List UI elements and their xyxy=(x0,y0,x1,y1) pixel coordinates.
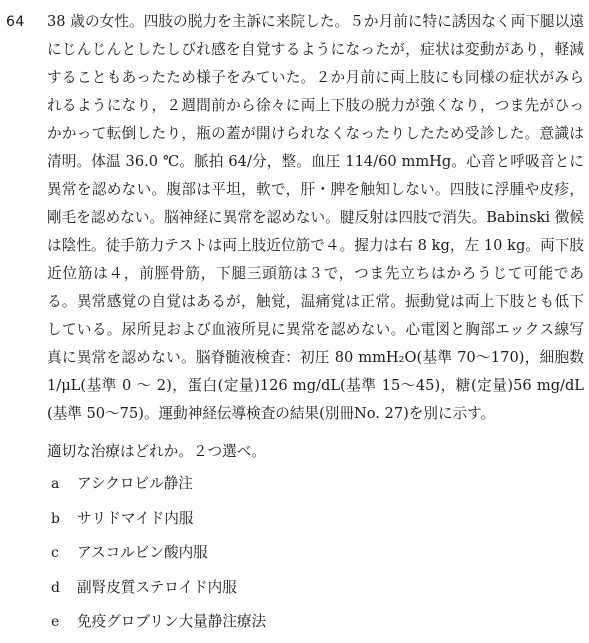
choice-label: c xyxy=(51,545,59,561)
choice-label: b xyxy=(51,510,60,527)
choice-text: 副腎皮質ステロイド内服 xyxy=(77,578,237,596)
choice-text: 免疫グロブリン大量静注療法 xyxy=(77,613,267,630)
question-stem: 38 歳の女性。四肢の脱力を主訴に来院した。５か月前に特に誘因なく両下腿以遠にじんじんとしたしびれ感を自覚するようになったが，症状は変動があり，軽減することもあったため様子をみていた。２か月前に両上肢にも同様の症状がみられるようになり，２週間前から徐々に両上下肢の脱力が強くなり，つま先がひっかかって転倒したり，瓶の蓋が開けられなくなったりしたため受診した。意識は清明。体温 36.0 ℃。脈拍 64/分，整。血圧 114/60 mmHg。心音と呼吸音とに異常を認めない。腹部は平坦，軟で，肝・脾を触知しない。四肢に浮腫や皮疹，剛毛を認めない。脳神経に異常を認めない。腱反射は四肢で消失。Babinski 徴候は陰性。徒手筋力テストは両上肢近位筋で４。握力は右 8 kg，左 10 kg。両下肢近位筋は４，前脛骨筋，下腿三頭筋は３で，つま先立ちはかろうじて可能である。異常感覚の自覚はあるが，触覚，温痛覚は正常。振動覚は両上下肢とも低下している。尿所見および血液所見に異常を認めない。心電図と胸部エックス線写真に異常を認めない。脳脊髄液検査：初圧 80 mmH₂O(基準 70〜170)，細胞数 1/μL(基準 0 〜 2)，蛋白(定量)126 mg/dL(基準 15〜45)，糖(定量)56 mg/dL(基準 50〜75)。運動神経伝導検査の結果(別冊No. 27)を別に示す。 xyxy=(47,13,584,422)
choice-text: アスコルビン酸内服 xyxy=(77,544,208,561)
question-number: 64 xyxy=(6,14,25,30)
choice-label: a xyxy=(51,476,60,492)
question-prompt: 適切な治療はどれか。２つ選べ。 xyxy=(47,443,266,460)
choice-label: e xyxy=(51,614,60,630)
choice-text: サリドマイド内服 xyxy=(77,509,194,527)
choice-text: アシクロビル静注 xyxy=(77,475,193,492)
choice-label: d xyxy=(51,579,60,596)
